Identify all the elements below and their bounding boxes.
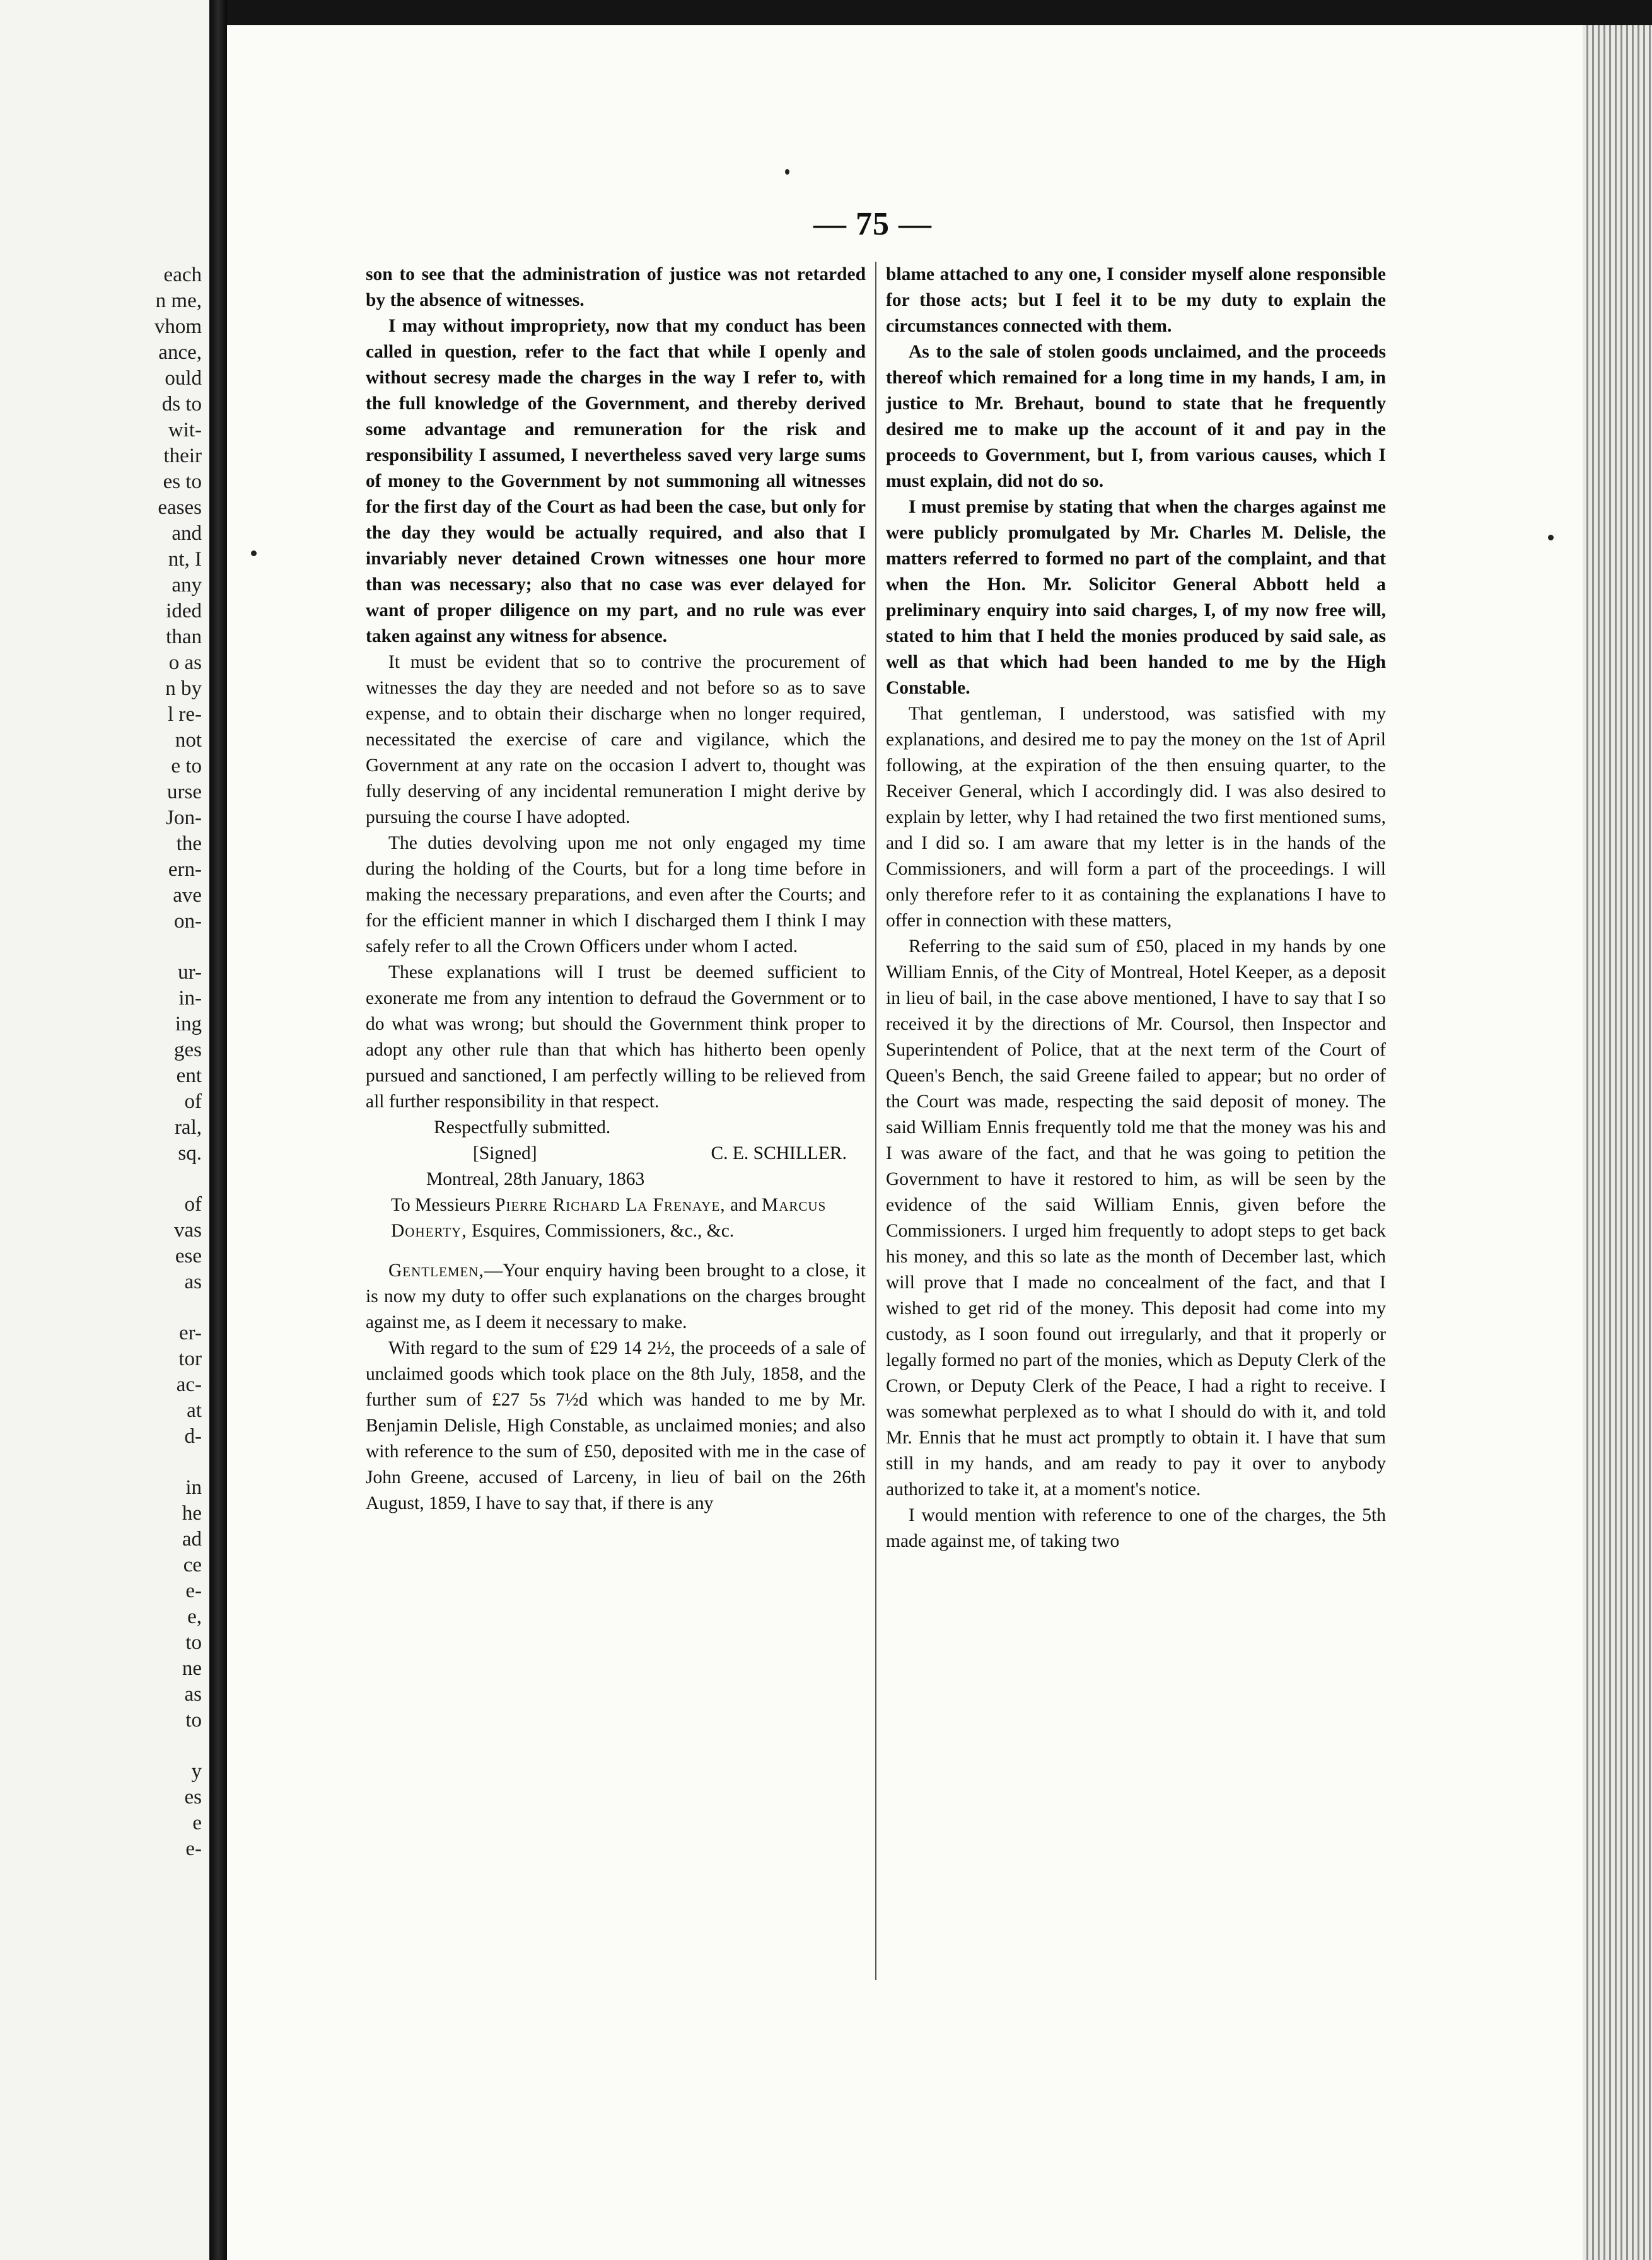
left-page-text-fragment: o as [168,651,202,674]
left-page-text-fragment: ral, [174,1116,202,1139]
signed-label: [Signed] [473,1143,537,1163]
left-page-text-fragment: ave [173,884,202,907]
left-page-text-fragment: of [184,1090,202,1113]
ink-dot [785,169,789,175]
left-page-text-fragment: any [172,574,202,597]
left-page-text-fragment: ese [175,1245,202,1267]
paragraph: With regard to the sum of £29 14 2½, the proceeds of a sale of unclaimed goods which took place on the 8th July, 1858, and the further sum of £27 5s 7½d which was handed to me by Mr. Benjamin Delisle, High Constable, as unclaimed monies; and also with reference to the sum of £50, deposited with me in the case of John Greene, accused of Larceny, in lieu of bail on the 26th August, 1859, I have to say that, if there is any [366,1338,866,1513]
paragraph: These explanations will I trust be deemed sufficient to exonerate me from any intention to defraud the Government or to do what was wrong; but should the Government think proper to adopt any other rule than that which has hitherto been openly pursued and sanctioned, I am perfectly willing to be relieved from all further responsibility in that respect. [366,962,866,1112]
signature-line [366,1141,866,1167]
left-page-text-fragment: ance, [158,341,202,364]
left-page-text-fragment: each [163,264,202,286]
paragraph [366,1258,866,1336]
left-page-text-fragment: ould [165,367,202,390]
left-page-text-fragment: es to [163,470,202,493]
book-gutter [209,0,227,2260]
left-page-text-fragment: on- [174,910,202,933]
paragraph: Referring to the said sum of £50, placed in my hands by one William Ennis, of the City of Montreal, Hotel Keeper, as a deposit in lieu of bail, in the case above mentioned, I have to say that I so received it by the directions of Mr. Coursol, then Inspector and Superintendent of Police, that at the next term of the Court of Queen's Bench, the said Greene failed to appear; but no order of the Court was made, respecting the said deposit of money. The said William Ennis frequently told me that the money was his and I was aware of the fact, and that he was going to petition the Government to have it restored to him, as will be seen by the evidence of the said William Ennis, given before the Commissioners. I urged him frequently to adopt steps to get back his money, and this so late as the month of December last, which will prove that I made no concealment of the fact, and that I wished to get rid of the money. This deposit had come into my custody, as I soon found out irregularly, and that it properly or legally formed no part of the monies, which as Deputy Clerk of the Crown, or Deputy Clerk of the Peace, I had a right to receive. I was somewhat perplexed as to what I should do with it, and told Mr. Ennis that he must act promptly to obtain it. I have that sum still in my hands, and am ready to pay it over to anybody authorized to take it, at a moment's notice. [886,936,1386,1500]
date-line: Montreal, 28th January, 1863 [426,1169,645,1189]
left-page-text-fragment: e to [171,755,202,778]
left-page-text-fragment: e- [185,1838,202,1860]
left-page-text-fragment: nt, I [168,548,202,571]
left-page-text-fragment: e [192,1812,202,1834]
left-page-text-fragment: to [185,1709,202,1732]
salutation-text: —Your enquiry having been brought to a close, it is now my duty to offer such explanations on the charges brought against me, as I deem it necessary to make. [366,1261,866,1332]
left-column [366,262,866,1517]
left-page-text-fragment: sq. [178,1142,202,1165]
left-page-text-fragment: ur- [178,961,202,984]
left-page-text-fragment: ern- [168,858,202,881]
left-page-text-fragment: n me, [155,289,202,312]
left-page-text-fragment: their [163,445,202,467]
paragraph: I must premise by stating that when the charges against me were publicly promulgated by Mr. Charles M. Delisle, the matters referred to formed no part of the complaint, and that when the Hon. Mr. Solicitor General Abbott held a preliminary enquiry into said charges, I, of my now free will, stated to him that I held the monies produced by said sale, as well as that which had been handed to me by the High Constable. [886,497,1386,698]
left-page-text-fragment: es [184,1786,202,1809]
left-page-text-fragment: eases [158,496,202,519]
left-page-text-fragment: as [184,1271,202,1293]
left-page-text-fragment: e- [185,1580,202,1602]
left-page-text-fragment: er- [179,1322,202,1344]
left-page-text-fragment: ds to [161,393,202,416]
ink-dot [251,550,257,556]
left-page-text-fragment: of [184,1193,202,1216]
ink-dot [1548,535,1554,540]
left-page-text-fragment: ing [175,1013,202,1035]
signature: C. E. SCHILLER. [711,1143,847,1163]
left-page-text-fragment: not [175,729,202,752]
left-page-text-fragment: Jon- [166,807,202,829]
left-page-text-fragment: n by [165,677,202,700]
left-page-fragment [0,0,209,2260]
closing: Respectfully submitted. [434,1117,611,1138]
left-page-text-fragment: ac- [176,1373,202,1396]
left-page-text-fragment: urse [167,781,202,803]
salutation: Gentlemen, [388,1261,484,1281]
left-page-text-fragment: he [182,1502,202,1525]
left-page-text-fragment: ad [182,1528,202,1551]
left-page-text-fragment: ne [182,1657,202,1680]
paragraph: As to the sale of stolen goods unclaimed, and the proceeds thereof which remained for a long time in my hands, I am, in justice to Mr. Brehaut, bound to state that he frequently desired me to make up the account of it and pay in the proceeds to Government, but I, from various causes, which I must explain, did not do so. [886,342,1386,491]
left-page-text-fragment: wit- [168,419,202,441]
addressee-2: Marcus Doherty, [391,1195,827,1241]
left-page-text-fragment: vas [174,1219,202,1242]
left-page-text-fragment: at [187,1399,202,1422]
address [366,1192,866,1244]
paragraph: The duties devolving upon me not only engaged my time during the holding of the Courts, but for a long time before in making the necessary preparations, and even after the Courts; and for the efficient manner in which I discharged them I think I may safely refer to all the Crown Officers under whom I acted. [366,833,866,957]
address-rest: Esquires, Commissioners, &c., &c. [471,1221,735,1241]
page-edges [1583,25,1652,2260]
page-number: — 75 — [813,206,932,242]
left-page-text-fragment: d- [184,1425,202,1448]
left-page-text-fragment: tor [178,1348,202,1370]
left-page-text-fragment: ce [183,1554,202,1576]
left-page-text-fragment: ent [176,1064,202,1087]
left-page-text-fragment: as [184,1683,202,1706]
left-page-text-fragment: and [172,522,202,545]
paragraph: blame attached to any one, I consider myself alone responsible for those acts; but I feel it to be my duty to explain the circumstances connected with them. [886,264,1386,336]
left-page-text-fragment: l re- [167,703,202,726]
left-page-text-fragment: e, [187,1605,202,1628]
paragraph: son to see that the administration of justice was not retarded by the absence of witnesses. [366,264,866,310]
left-page-text-fragment: than [166,626,202,648]
left-page-text-fragment: ided [166,600,202,622]
left-page-text-fragment: vhom [154,315,202,338]
left-page-text-fragment: ges [174,1039,202,1061]
column-rule [875,262,876,1980]
left-page-text-fragment: in [185,1476,202,1499]
address-to: To Messieurs [391,1195,491,1215]
paragraph: I may without impropriety, now that my conduct has been called in question, refer to the fact that while I openly and without secresy made the charges in the way I refer to, with the full knowledge of the Government, and thereby derived some advantage and remuneration for the risk and responsibility I assumed, I nevertheless saved very large sums of money to the Government by not summoning all witnesses for the first day of the Court as had been the case, but only for the day they would be actually required, and also that I invariably never detained Crown witnesses one hour more than was necessary; also that no case was ever delayed for want of proper diligence on my part, and no rule was ever taken against any witness for absence. [366,316,866,646]
address-and: and [730,1195,757,1215]
paragraph: I would mention with reference to one of the charges, the 5th made against me, of taking two [886,1505,1386,1551]
left-page-text-fragment: y [191,1760,202,1783]
right-column [886,262,1386,1554]
left-page-text-fragment: the [176,832,202,855]
paragraph: That gentleman, I understood, was satisfied with my explanations, and desired me to pay the money on the 1st of April following, at the expiration of the then ensuing quarter, to the Receiver General, which I accordingly did. I was also desired to explain by letter, why I had retained the two first mentioned sums, and I did so. I am aware that my letter is in the hands of the Commissioners, and will form a part of the proceedings. I will only therefore refer to it as containing the explanations I have to offer in connection with these matters, [886,704,1386,931]
addressee-1: Pierre Richard La Frenaye, [495,1195,726,1215]
paragraph: It must be evident that so to contrive the procurement of witnesses the day they are needed and not before so as to save expense, and to obtain their discharge when no longer required, necessitated the exercise of care and vigilance, which the Government at any rate on the occasion I advert to, thought was fully deserving of any incidental remuneration I might derive by pursuing the course I have adopted. [366,652,866,827]
left-page-text-fragment: in- [178,987,202,1010]
left-page-text-fragment: to [185,1631,202,1654]
